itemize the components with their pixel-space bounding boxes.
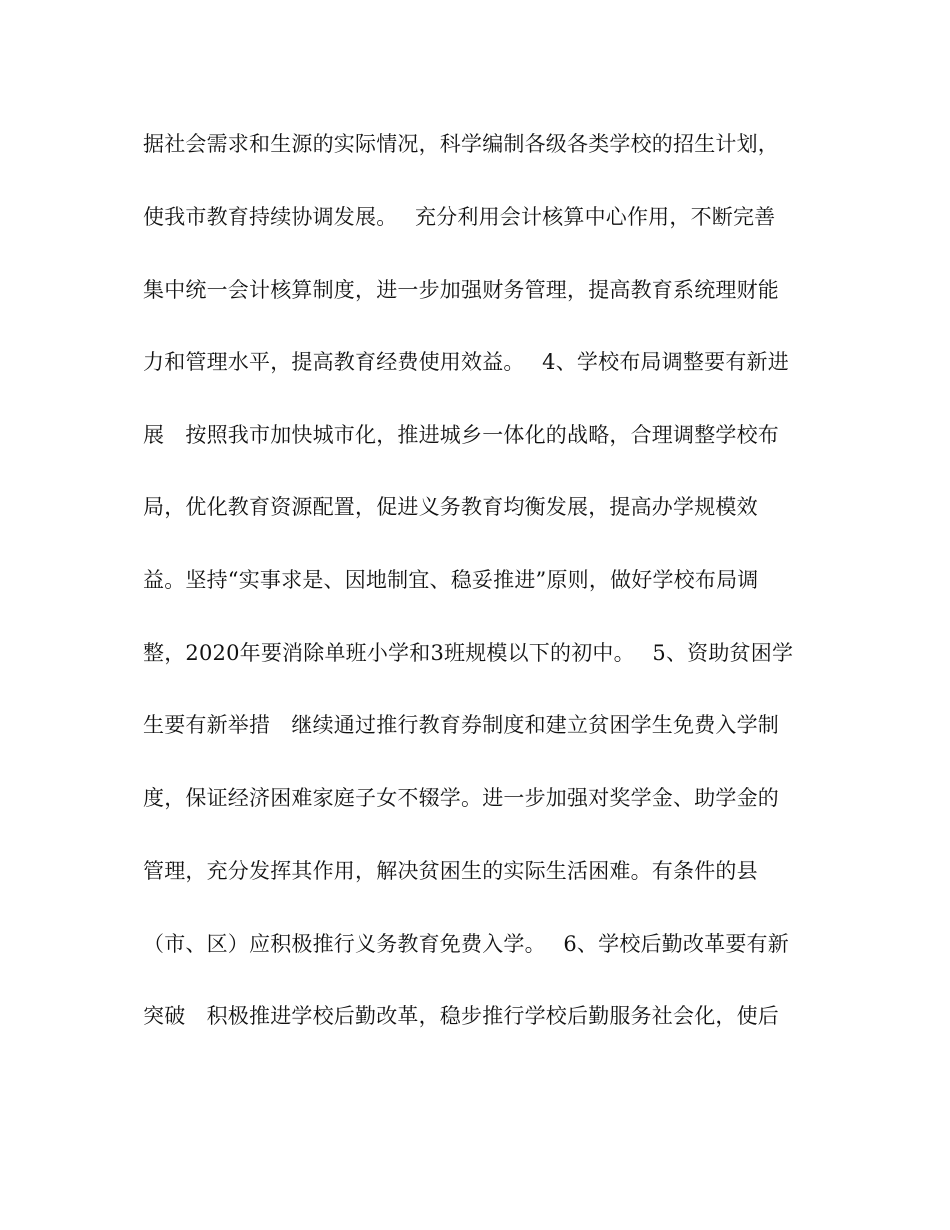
text-line: 集中统一会计核算制度，进一步加强财务管理，提高教育系统理财能 bbox=[143, 278, 779, 302]
text-line: 力和管理水平，提高教育经费使用效益。 4、学校布局调整要有新进 bbox=[143, 350, 789, 374]
text-line: 展 按照我市加快城市化，推进城乡一体化的战略，合理调整学校布 bbox=[143, 423, 779, 447]
text-line: 管理，充分发挥其作用，解决贫困生的实际生活困难。有条件的县 bbox=[143, 859, 758, 883]
text-line: 生要有新举措 继续通过推行教育券制度和建立贫困学生免费入学制 bbox=[143, 713, 779, 737]
text-line: 整，2020年要消除单班小学和3班规模以下的初中。 5、资助贫困学 bbox=[143, 641, 794, 665]
text-line: 局，优化教育资源配置，促进义务教育均衡发展，提高办学规模效 bbox=[143, 495, 758, 519]
text-line: 度，保证经济困难家庭子女不辍学。进一步加强对奖学金、助学金的 bbox=[143, 786, 779, 810]
text-line: 使我市教育持续协调发展。 充分利用会计核算中心作用，不断完善 bbox=[143, 205, 776, 229]
text-line: （市、区）应积极推行义务教育免费入学。 6、学校后勤改革要有新 bbox=[143, 932, 789, 956]
text-line: 益。坚持“实事求是、因地制宜、稳妥推进”原则，做好学校布局调 bbox=[143, 568, 759, 592]
text-line: 突破 积极推进学校后勤改革，稳步推行学校后勤服务社会化，使后 bbox=[143, 1004, 779, 1028]
text-line: 据社会需求和生源的实际情况，科学编制各级各类学校的招生计划， bbox=[143, 132, 779, 156]
